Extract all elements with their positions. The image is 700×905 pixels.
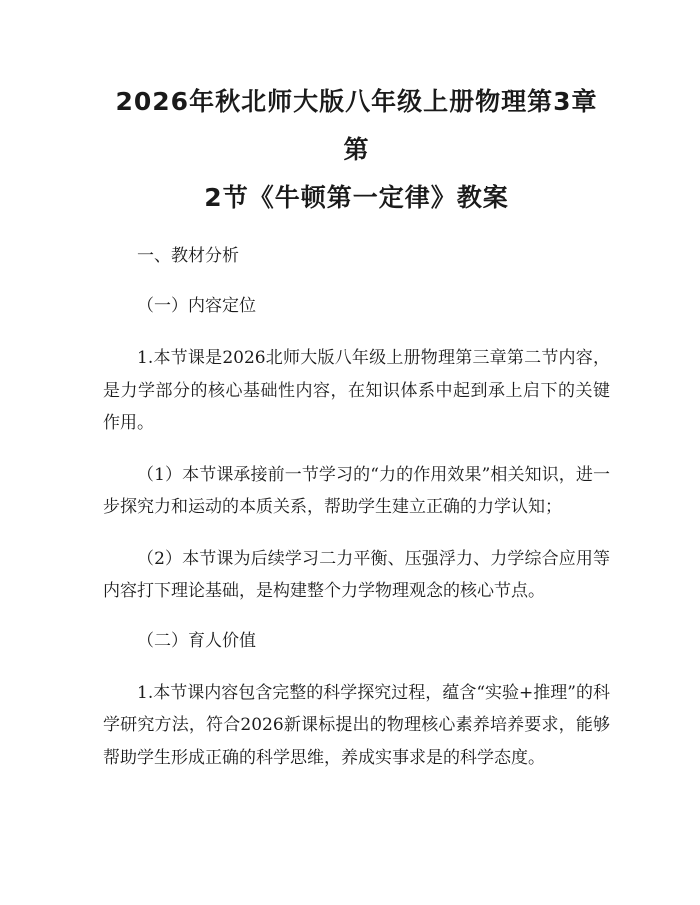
- paragraph-point-1: （1）本节课承接前一节学习的“力的作用效果”相关知识，进一步探究力和运动的本质关系，帮助学生建立正确的力学认知；: [103, 464, 610, 517]
- section-heading-textbook-analysis: 一、教材分析: [137, 246, 239, 266]
- subsection-heading-educational-value: （二）育人价值: [137, 630, 256, 651]
- subsection-heading-content-positioning: （一）内容定位: [137, 296, 256, 316]
- document-title: [103, 78, 610, 222]
- paragraph-educational-value: 1.本节课内容包含完整的科学探究过程，蕴含“实验+推理”的科学研究方法，符合2026新课标提出的物理核心素养培养要求，能够帮助学生形成正确的科学思维，养成实事求是的科学态度。: [103, 682, 610, 768]
- paragraph-point-2: （2）本节课为后续学习二力平衡、压强浮力、力学综合应用等内容打下理论基础，是构建整个力学物理观念的核心节点。: [103, 548, 610, 601]
- title-line-1: 2026年秋北师大版八年级上册物理第3章第: [115, 87, 598, 164]
- title-line-2: 2节《牛顿第一定律》教案: [204, 183, 509, 212]
- paragraph-lesson-overview: 1.本节课是2026北师大版八年级上册物理第三章第二节内容，是力学部分的核心基础性内容，在知识体系中起到承上启下的关键作用。: [103, 348, 610, 433]
